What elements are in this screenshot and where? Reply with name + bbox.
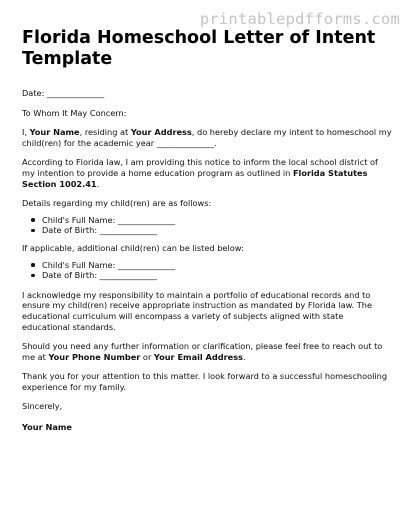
name-placeholder: Your Name [29,127,80,138]
contact-paragraph: Should you need any further information or clarification, please feel free to reach out to me at Your Phone Number or Your Email Address. [22,341,383,362]
thanks-paragraph: Thank you for your attention to this matter. I look forward to a successful homeschooling experience for my family. [22,371,388,392]
document-title: Florida Homeschool Letter of Intent Template [22,28,376,69]
address-placeholder: Your Address [130,127,192,138]
law-paragraph: According to Florida law, I am providing this notice to inform the local school district of my intention to provide a home education program as outlined in Florida Statutes Section 1002.41. [22,157,378,189]
statute-reference: Florida Statutes Section 1002.41 [22,167,368,189]
closing-line: Sincerely, [22,401,63,412]
email-placeholder: Your Email Address [153,351,243,362]
additional-fields-list [22,260,392,281]
list-item: Child's Full Name: ______________ [42,215,392,226]
list-item: Date of Birth: ______________ [42,270,392,281]
date-line: Date: ______________ [22,88,105,98]
list-item: Child's Full Name: ______________ [42,260,392,271]
details-heading: Details regarding my child(ren) are as follows: [22,198,212,209]
additional-heading: If applicable, additional child(ren) can be listed below: [22,242,244,253]
site-watermark: printablepdfforms.com [199,10,400,28]
letter-document [22,28,392,433]
greeting: To Whom It May Concern: [22,107,127,118]
acknowledgement-paragraph: I acknowledge my responsibility to maintain a portfolio of educational records and to ensure my child(ren) receive appropriate instruction as mandated by Florida law. The educational curriculum will encompass a variety of subjects aligned with state educational standards. [22,289,372,332]
phone-placeholder: Your Phone Number [48,351,141,362]
intro-paragraph: I, Your Name, residing at Your Address, do hereby declare my intent to homeschool my child(ren) for the academic year ______________. [22,127,392,148]
signature-name: Your Name [22,422,72,433]
child-fields-list [22,215,392,236]
list-item: Date of Birth: ______________ [42,225,392,236]
